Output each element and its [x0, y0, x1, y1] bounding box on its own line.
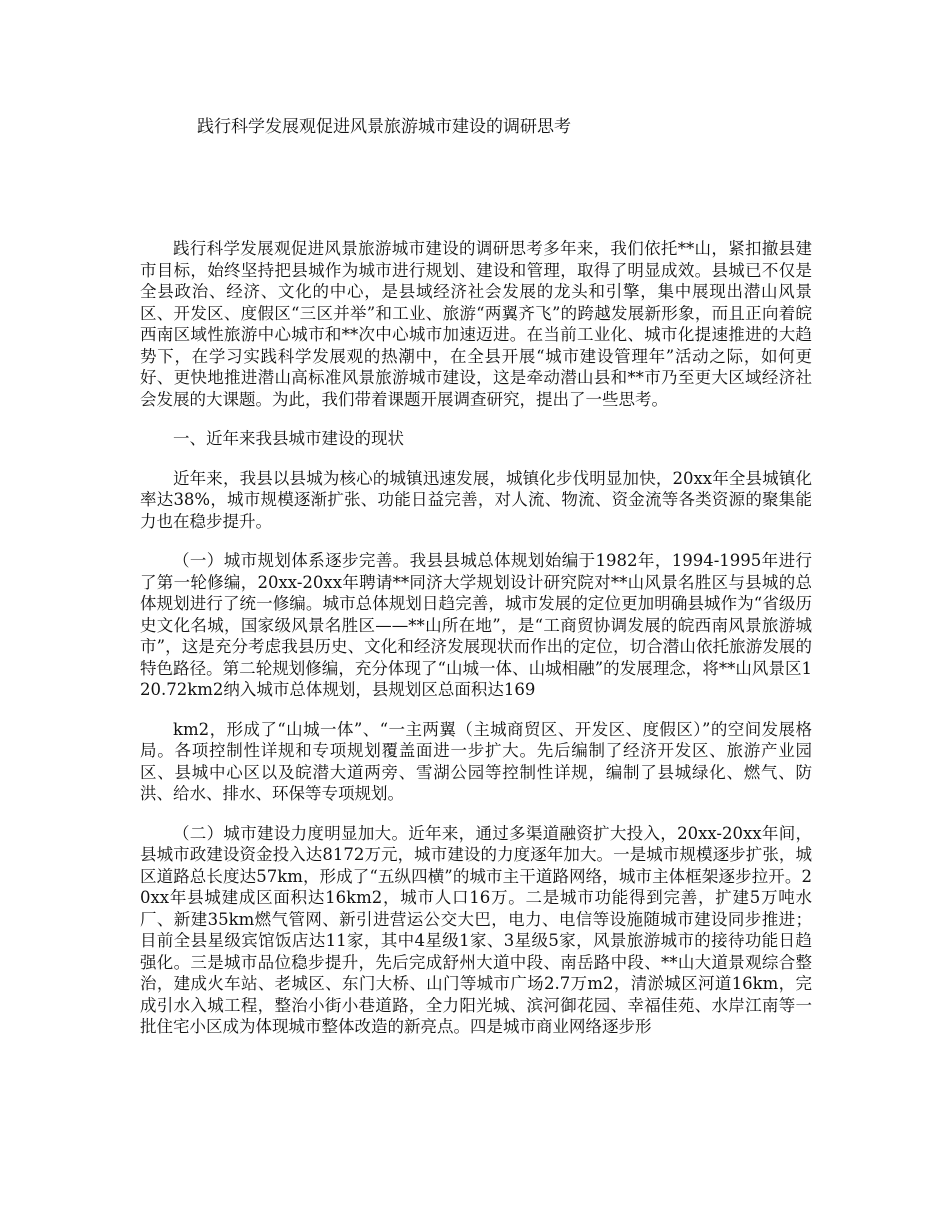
section-heading-1: 一、近年来我县城市建设的现状 [173, 429, 404, 448]
paragraph-construction: （二）城市建设力度明显加大。近年来，通过多渠道融资扩大投入，20xx-20xx年间，县城市政建设资金投入达8172万元，城市建设的力度逐年加大。一是城市规模逐步扩张，城区道路总长度达57km，形成了“五纵四横”的城市主干道路网络，城市主体框架逐步拉开。20xx年县城建成区面积达16km2，城市人口16万。二是城市功能得到完善，扩建5万吨水厂、新建35km燃气管网、新引进营运公交大巴，电力、电信等设施随城市建设同步推进；目前全县星级宾馆饭店达11家，其中4星级1家、3星级5家，风景旅游城市的接待功能日趋强化。三是城市品位稳步提升，先后完成舒州大道中段、南岳路中段、**山大道景观综合整治，建成火车站、老城区、东门大桥、山门等城市广场2.7万m2，清淤城区河道16km，完成引水入城工程，整治小街小巷道路，全力阳光城、滨河御花园、幸福佳苑、水岸江南等一批住宅小区成为体现城市整体改造的新亮点。四是城市商业网络逐步形 [140, 823, 812, 1036]
document-title: 践行科学发展观促进风景旅游城市建设的调研思考 [197, 117, 571, 137]
paragraph-planning-continued: km2，形成了“山城一体”、“一主两翼（主城商贸区、开发区、度假区）”的空间发展格局。各项控制性详规和专项规划覆盖面进一步扩大。先后编制了经济开发区、旅游产业园区、县城中心区以及皖潜大道两旁、雪湖公园等控制性详规，编制了县城绿化、燃气、防洪、给水、排水、环保等专项规划。 [140, 719, 812, 803]
document-body [140, 238, 812, 1056]
paragraph-overview: 近年来，我县以县城为核心的城镇迅速发展，城镇化步伐明显加快，20xx年全县城镇化率达38%，城市规模逐渐扩张、功能日益完善，对人流、物流、资金流等各类资源的聚集能力也在稳步提升。 [140, 468, 812, 531]
paragraph-planning: （一）城市规划体系逐步完善。我县县城总体规划始编于1982年，1994-1995年进行了第一轮修编，20xx-20xx年聘请**同济大学规划设计研究院对**山风景名胜区与县城的总体规划进行了统一修编。城市总体规划日趋完善，城市发展的定位更加明确县城作为“省级历史文化名城，国家级风景名胜区——**山所在地”，是“工商贸协调发展的皖西南风景旅游城市”，这是充分考虑我县历史、文化和经济发展现状而作出的定位，切合潜山依托旅游发展的特色路径。第二轮规划修编，充分体现了“山城一体、山城相融”的发展理念，将**山风景区120.72km2纳入城市总体规划，县规划区总面积达169 [140, 551, 812, 699]
paragraph-intro: 践行科学发展观促进风景旅游城市建设的调研思考多年来，我们依托**山，紧扣撤县建市目标，始终坚持把县城作为城市进行规划、建设和管理，取得了明显成效。县城已不仅是全县政治、经济、文化的中心，是县域经济社会发展的龙头和引擎，集中展现出潜山风景区、开发区、度假区“三区并举”和工业、旅游“两翼齐飞”的跨越发展新形象，而且正向着皖西南区域性旅游中心城市和**次中心城市加速迈进。在当前工业化、城市化提速推进的大趋势下，在学习实践科学发展观的热潮中，在全县开展“城市建设管理年”活动之际，如何更好、更快地推进潜山高标准风景旅游城市建设，这是牵动潜山县和**市乃至更大区域经济社会发展的大课题。为此，我们带着课题开展调查研究，提出了一些思考。 [140, 239, 812, 409]
